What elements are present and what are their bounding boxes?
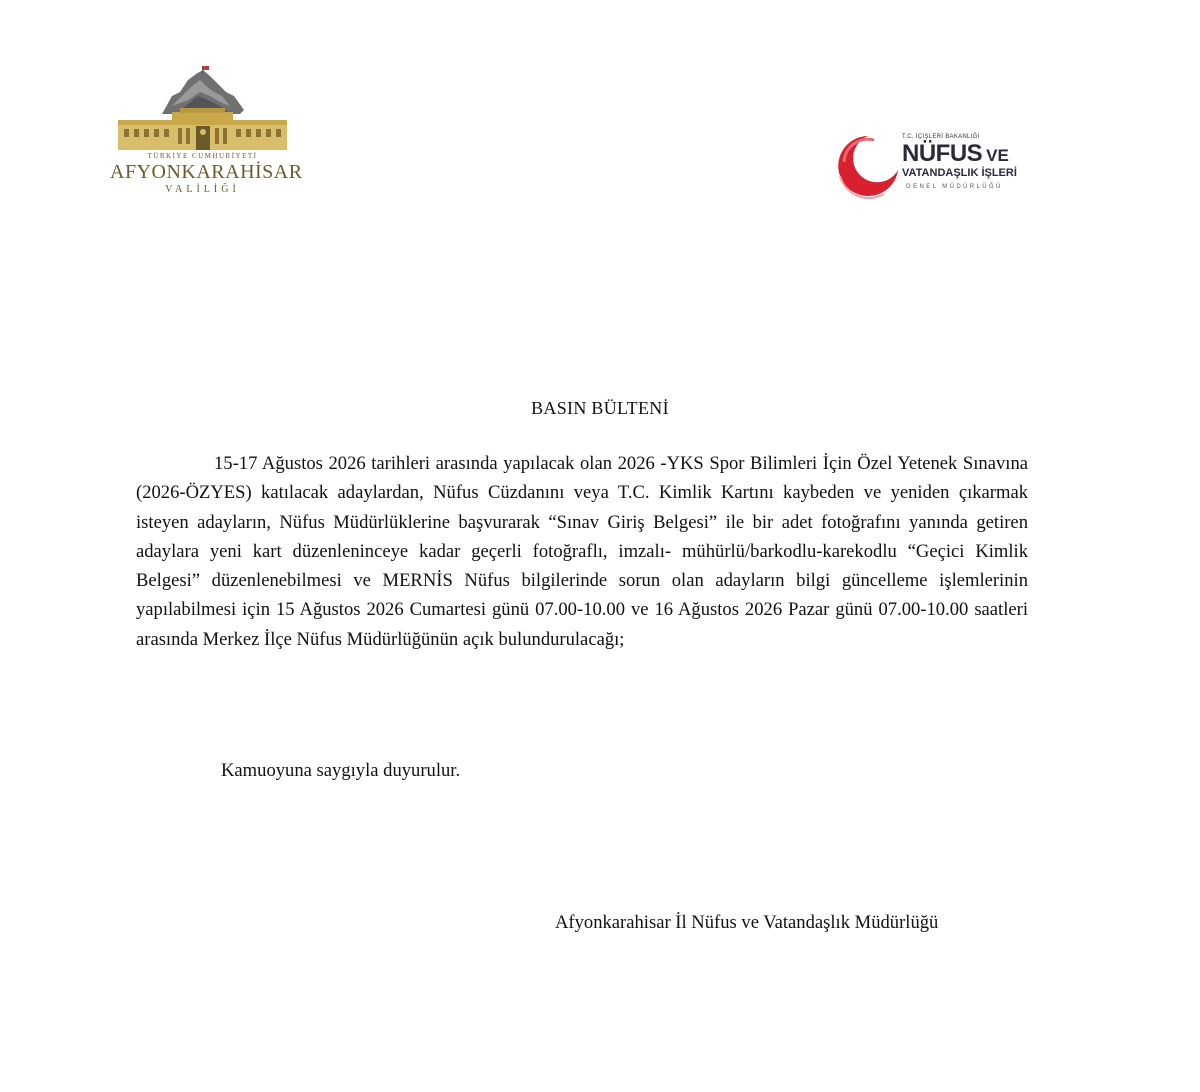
document-signature: Afyonkarahisar İl Nüfus ve Vatandaşlık Müdürlüğü — [555, 912, 939, 933]
afyonkarahisar-valiligi-logo — [110, 66, 303, 201]
left-logo-line2: AFYONKARAHİSAR — [110, 161, 303, 183]
star-crescent-icon — [834, 132, 902, 200]
right-logo-genel: GENEL MÜDÜRLÜĞÜ — [906, 184, 1003, 190]
right-logo-nufus: NÜFUS — [902, 140, 983, 167]
right-logo-sub: VATANDAŞLIK İŞLERİ — [902, 167, 1017, 179]
nufus-vatandaslik-logo — [834, 132, 1074, 202]
right-logo-main — [902, 140, 1009, 168]
left-logo-line3: VALİLİĞİ — [165, 184, 240, 195]
right-logo-ve: VE — [986, 146, 1009, 165]
document-body: 15-17 Ağustos 2026 tarihleri arasında yapılacak olan 2026 -YKS Spor Bilimleri İçin Özel Yetenek Sınavına (2026-ÖZYES) katılacak adaylardan, Nüfus Cüzdanını veya T.C. Kimlik Kartını kaybeden ve yeniden çıkarmak isteyen adayların, Nüfus Müdürlüklerine başvurarak “Sınav Giriş Belgesi” ile bir adet fotoğrafını yanında getiren adaylara yeni kart düzenleninceye kadar geçerli fotoğraflı, imzalı- mühürlü/barkodlu-karekodlu “Geçici Kimlik Belgesi” düzenlenebilmesi ve MERNİS Nüfus bilgilerinde sorun olan adayların bilgi güncelleme işlemlerinin yapılabilmesi için 15 Ağustos 2026 Cumartesi günü 07.00-10.00 ve 16 Ağustos 2026 Pazar günü 07.00-10.00 saatleri arasında Merkez İlçe Nüfus Müdürlüğünün açık bulundurulacağı; — [136, 453, 1028, 650]
document-closing: Kamuoyuna saygıyla duyurulur. — [221, 760, 461, 781]
right-logo-ministry: T.C. İÇİŞLERİ BAKANLIĞI — [902, 134, 980, 140]
left-logo-line1: TÜRKİYE CUMHURİYETİ — [147, 152, 258, 160]
document-title: BASIN BÜLTENİ — [531, 398, 669, 418]
